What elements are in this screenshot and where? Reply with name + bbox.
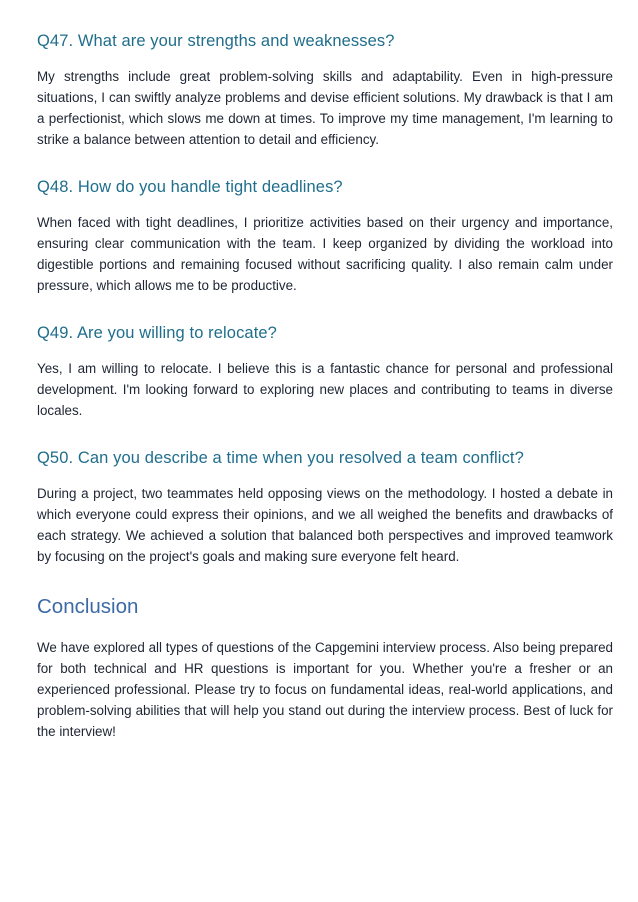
qa-item-q49 [37, 322, 613, 421]
question-heading: Q49. Are you willing to relocate? [37, 324, 277, 342]
qa-item-q50 [37, 447, 613, 567]
document-page [37, 30, 613, 742]
answer-paragraph: Yes, I am willing to relocate. I believe this is a fantastic chance for personal and professional development. I'm looking forward to exploring new places and contributing to teams in diverse locales. [37, 361, 613, 418]
question-heading: Q50. Can you describe a time when you resolved a team conflict? [37, 449, 524, 467]
question-heading: Q48. How do you handle tight deadlines? [37, 178, 343, 196]
conclusion-title: Conclusion [37, 595, 139, 618]
qa-item-q48 [37, 176, 613, 296]
qa-item-q47 [37, 30, 613, 150]
answer-paragraph: My strengths include great problem-solving skills and adaptability. Even in high-pressure situations, I can swiftly analyze problems and devise efficient solutions. My drawback is that I am a perfectionist, which slows me down at times. To improve my time management, I'm learning to strike a balance between attention to detail and efficiency. [37, 69, 613, 147]
answer-paragraph: During a project, two teammates held opposing views on the methodology. I hosted a debate in which everyone could express their opinions, and we all weighed the benefits and drawbacks of each strategy. We achieved a solution that balanced both perspectives and improved teamwork by focusing on the project's goals and making sure everyone felt heard. [37, 486, 613, 564]
answer-paragraph: When faced with tight deadlines, I prioritize activities based on their urgency and importance, ensuring clear communication with the team. I keep organized by dividing the workload into digestible portions and remaining focused without sacrificing quality. I also remain calm under pressure, which allows me to be productive. [37, 215, 613, 293]
conclusion-paragraph: We have explored all types of questions of the Capgemini interview process. Also being prepared for both technical and HR questions is important for you. Whether you're a fresher or an experienced professional. Please try to focus on fundamental ideas, real-world applications, and problem-solving abilities that will help you stand out during the interview process. Best of luck for the interview! [37, 640, 613, 739]
question-heading: Q47. What are your strengths and weaknesses? [37, 32, 395, 50]
conclusion-section [37, 593, 613, 742]
